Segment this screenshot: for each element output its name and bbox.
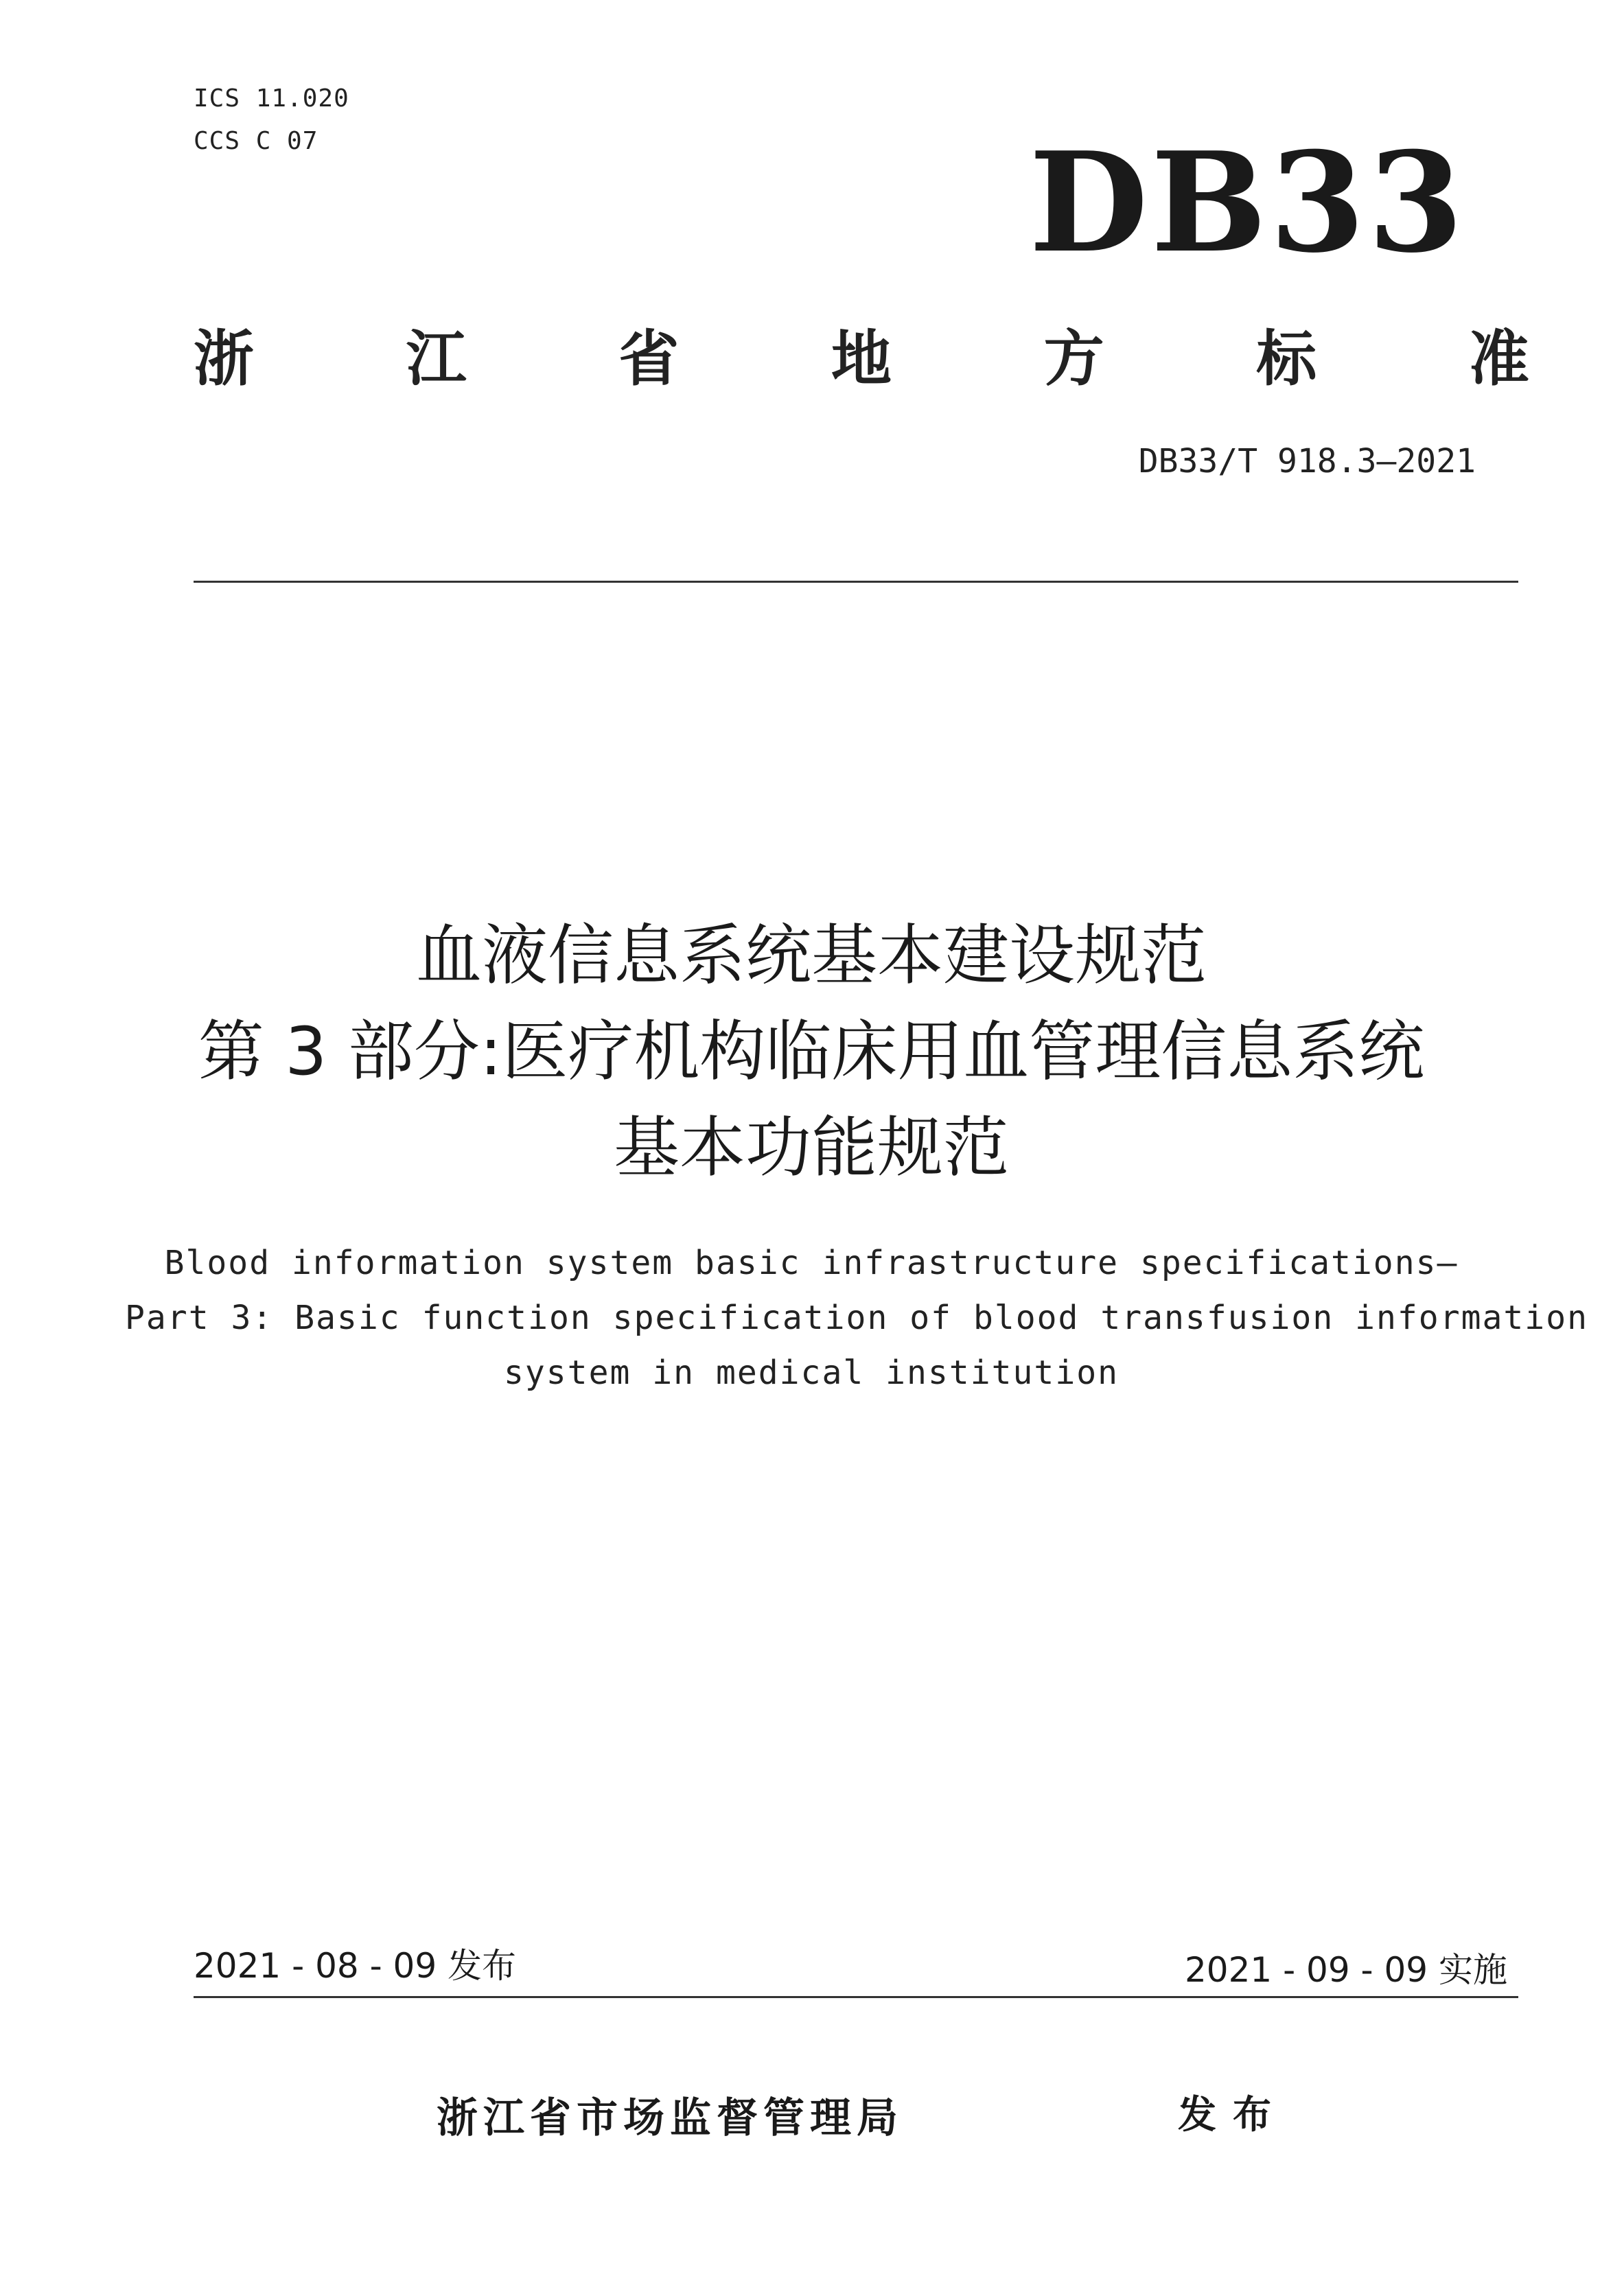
ics-code: ICS 11.020: [194, 84, 349, 113]
standard-type-char: 准: [1468, 323, 1529, 394]
english-title-line-3: system in medical institution: [503, 1354, 1120, 1392]
standard-type-char: 省: [618, 323, 680, 394]
ccs-code: CCS C 07: [194, 127, 318, 155]
publish-label: 发布: [1178, 2093, 1288, 2137]
english-title: [125, 1236, 1588, 1400]
issuing-authority: 浙江省市场监督管理局: [437, 2094, 903, 2142]
english-title-line-1: Blood information system basic infrastructure specifications—: [164, 1244, 1459, 1282]
footer-divider: [194, 1996, 1518, 1998]
standard-type-char: 浙: [194, 323, 255, 394]
standard-number: DB33/T 918.3—2021: [1138, 442, 1476, 480]
standard-type-heading: [194, 321, 1529, 397]
standard-type-char: 地: [831, 323, 892, 394]
english-title-line-2: Part 3: Basic function specification of blood transfusion information: [125, 1299, 1588, 1337]
chinese-title-line-2: 第 3 部分:医疗机构临床用血管理信息系统: [198, 1013, 1425, 1090]
chinese-title-line-1: 血液信息系统基本建设规范: [416, 917, 1207, 994]
chinese-title-line-3: 基本功能规范: [614, 1109, 1009, 1186]
implementation-date: 2021 - 09 - 09 实施: [1184, 1950, 1507, 1990]
chinese-title: [125, 907, 1498, 1196]
header-divider: [194, 581, 1518, 583]
issue-date: 2021 - 08 - 09 发布: [194, 1946, 517, 1986]
db-code-logo: DB33: [1029, 122, 1466, 283]
standard-type-char: 江: [406, 323, 467, 394]
standard-type-char: 标: [1256, 323, 1317, 394]
standard-type-char: 方: [1043, 323, 1104, 394]
